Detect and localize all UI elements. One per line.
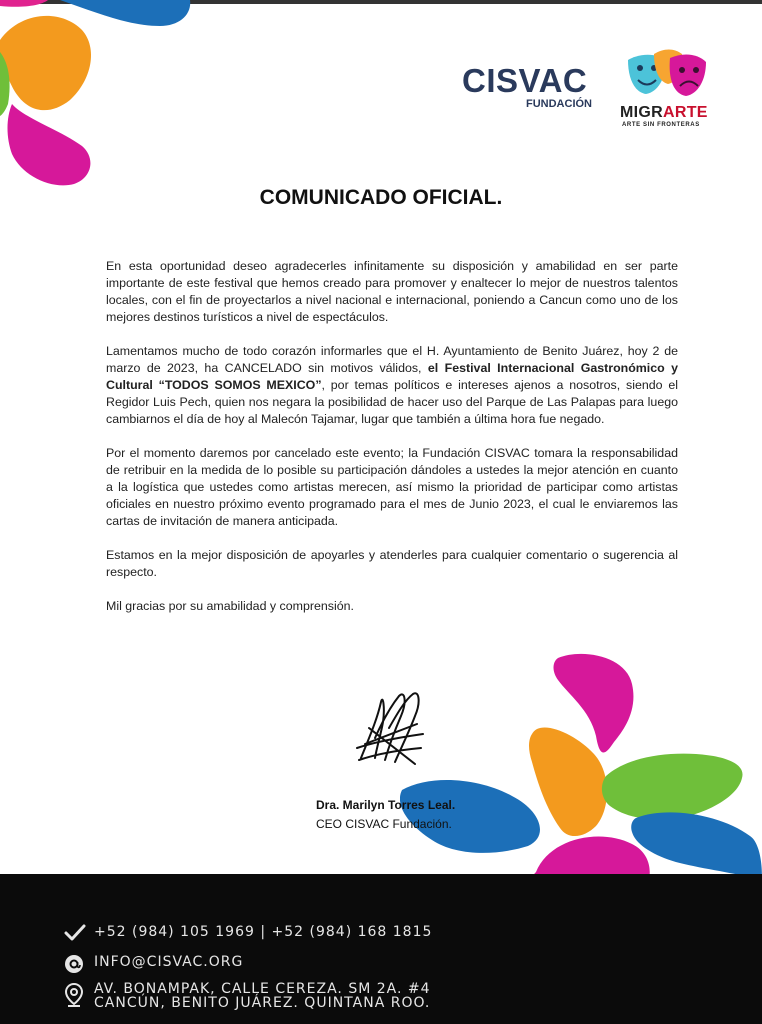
migrarte-logo [620, 48, 712, 130]
signer-name: Dra. Marilyn Torres Leal. [316, 798, 456, 812]
migrarte-logo-tagline: ARTE SIN FRONTERAS [622, 122, 700, 128]
footer-phone: +52 (984) 105 1969 | +52 (984) 168 1815 [94, 924, 433, 940]
document-title: COMUNICADO OFICIAL. [259, 186, 503, 209]
paragraph-4: Estamos en la mejor disposición de apoyarles y atenderles para cualquier comentario o sugerencia al respecto. [106, 548, 678, 579]
paragraph-1: En esta oportunidad deseo agradecerles infinitamente su disposición y amabilidad en ser parte importante de este festival que hemos creado para promover y enaltecer lo mejor de nuestros talentos locales, con el fin de proyectarlos a nivel nacional e internacional, poniendo a Cancun como uno de los mejores destinos turísticos a nivel de espectáculos. [106, 259, 678, 324]
footer-address-line-1: AV. BONAMPAK, CALLE CEREZA. SM 2A. #4 [94, 981, 431, 997]
check-icon [64, 924, 86, 942]
footer [0, 874, 762, 1024]
paragraph-2: Lamentamos mucho de todo corazón informarles que el H. Ayuntamiento de Benito Juárez, hoy 2 de marzo de 2023, ha CANCELADO sin motivos válidos, el Festival Internacional Gastronómico y Cultural “TODOS SOMOS MEXICO”, por temas políticos e intereses ajenos a nosotros, siendo el Regidor Luis Pech, quien nos negara la posibilidad de hacer uso del Parque de Las Palapas para luego cambiarnos el día de hoy al Malecón Tajamar, lugar que también a última hora fue negado. [106, 344, 678, 426]
festival-name: el Festival Internacional Gastronómico y Cultural “TODOS SOMOS MEXICO” [106, 361, 678, 392]
footer-address [94, 982, 431, 1010]
signer-role: CEO CISVAC Fundación. [316, 817, 452, 831]
cisvac-logo-sub: FUNDACIÓN [526, 98, 592, 110]
signer-block [316, 796, 455, 834]
theater-masks-icon [624, 48, 708, 102]
decorative-petals-top-left [0, 0, 200, 200]
footer-address-line-2: CANCÚN, BENITO JUÁREZ. QUINTANA ROO. [94, 995, 431, 1011]
email-icon [64, 954, 84, 974]
signature-image [355, 688, 427, 768]
migrarte-logo-name: MIGRARTE [620, 104, 708, 121]
location-pin-icon [64, 982, 84, 1008]
paragraph-3: Por el momento daremos por cancelado este evento; la Fundación CISVAC tomara la responsabilidad de retribuir en la medida de lo posible su participación dándoles a ustedes la mejor atención en cuanto a la logística que ustedes como artistas merecen, así mismo la prioridad de participar como artistas oficiales en nuestro próximo evento programado para el mes de Junio 2023, el cual le enviaremos las cartas de invitación de manera anticipada. [106, 446, 678, 528]
letter-body [106, 258, 678, 632]
paragraph-5: Mil gracias por su amabilidad y comprensión. [106, 599, 354, 613]
cisvac-logo-name: CISVAC [462, 62, 588, 99]
footer-email[interactable]: INFO@CISVAC.ORG [94, 954, 244, 970]
cisvac-logo [462, 62, 592, 112]
